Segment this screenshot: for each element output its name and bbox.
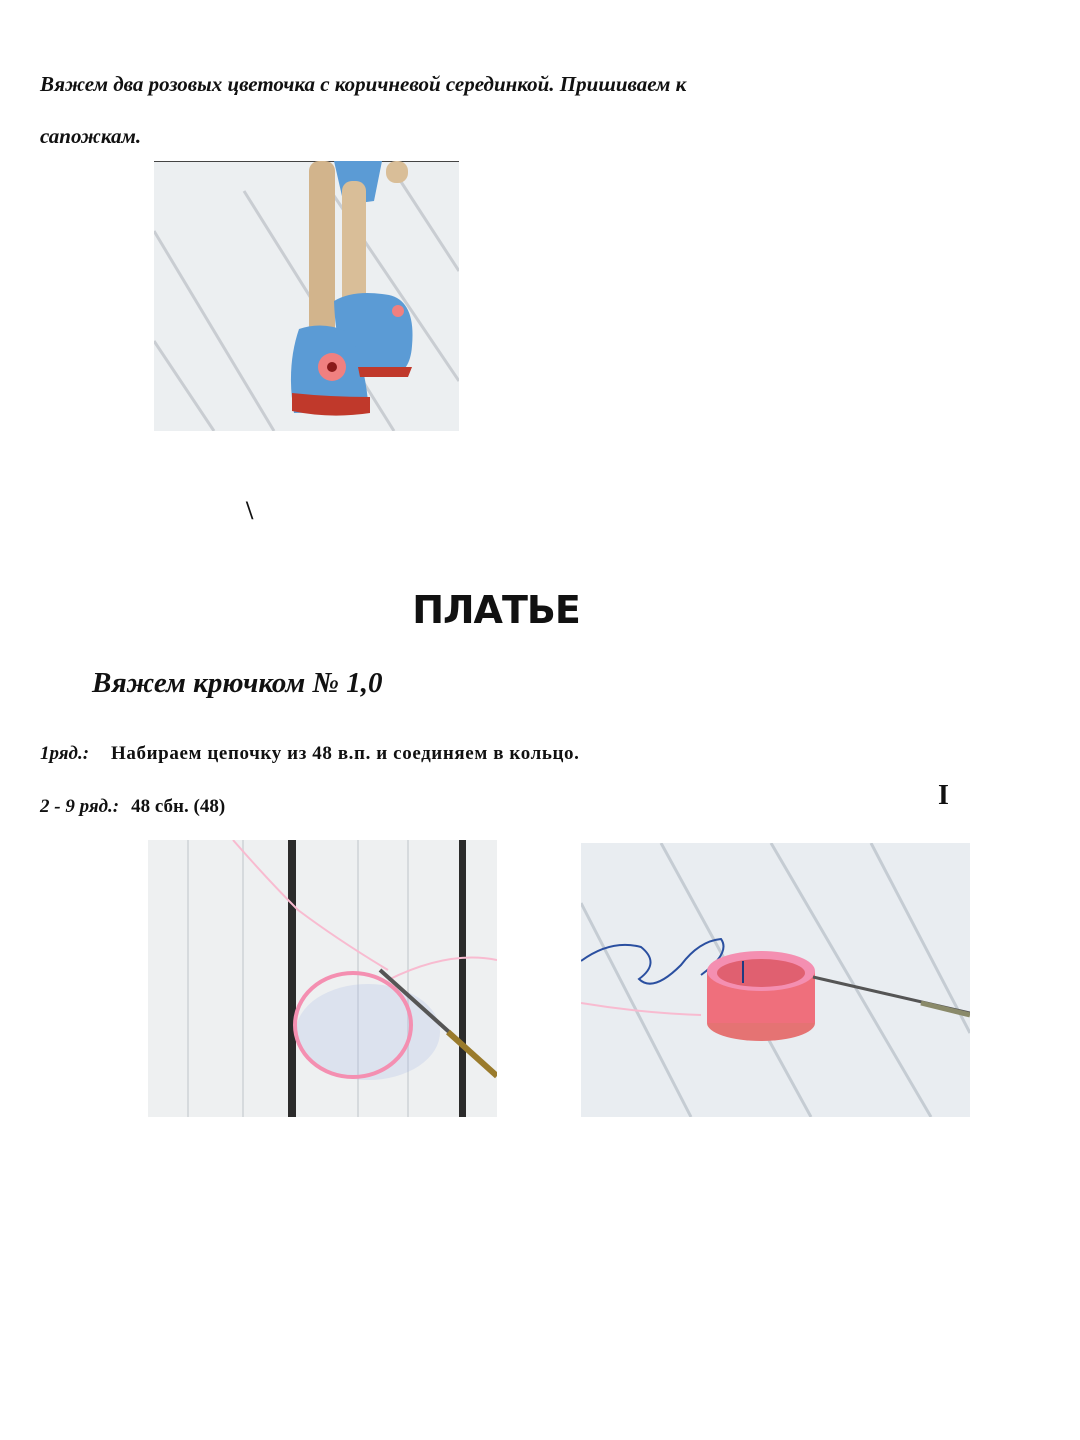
doll-boots-photo: [154, 161, 459, 431]
chain-ring-illustration: [148, 840, 497, 1117]
knitted-ring-illustration: [581, 843, 970, 1117]
intro-line-2: сапожкам.: [40, 124, 142, 148]
intro-paragraph: [40, 58, 900, 162]
stray-mark: \: [246, 496, 254, 525]
intro-line-1: Вяжем два розовых цветочка с коричневой серединкой. Пришиваем к: [40, 72, 687, 96]
knitted-ring-photo: [581, 843, 970, 1117]
chain-ring-photo: [148, 840, 497, 1117]
pattern-row-1: [40, 743, 579, 765]
doll-boots-illustration: [154, 161, 459, 431]
margin-mark: I: [938, 780, 949, 811]
row-text: 48 сбн. (48): [131, 796, 226, 817]
pattern-row-2: [40, 796, 225, 818]
section-title: ПЛАТЬЕ: [412, 588, 580, 632]
row-text: Набираем цепочку из 48 в.п. и соединяем в кольцо.: [111, 743, 580, 764]
section-subtitle: Вяжем крючком № 1,0: [92, 667, 383, 699]
row-label: 1ряд.:: [40, 743, 90, 764]
row-label: 2 - 9 ряд.:: [40, 796, 120, 817]
